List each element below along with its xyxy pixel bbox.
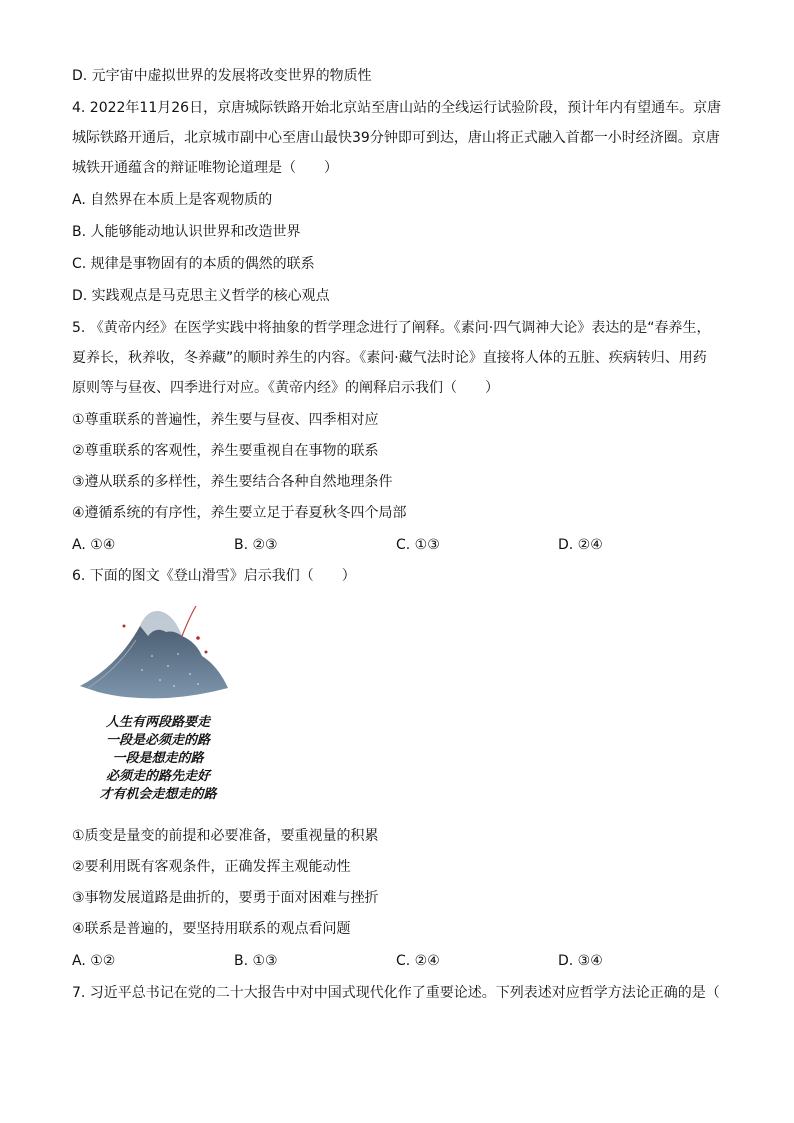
q5-stem-line-1: 5. 《黄帝内经》在医学实践中将抽象的哲学理念进行了阐释。《素问·四气调神大论》表达的是“春养生，: [72, 320, 711, 336]
q4-option-b: B. 人能够能动地认识世界和改造世界: [72, 224, 301, 240]
poem-line: 人生有两段路要走: [105, 715, 210, 730]
q4-stem-line-1: 4. 2022年11月26日，京唐城际铁路开始北京站至唐山站的全线运行试验阶段，预计年内有望通车。京唐: [72, 100, 722, 116]
poem-line: 必须走的路先走好: [105, 769, 210, 784]
q4-option-a: A. 自然界在本质上是客观物质的: [72, 192, 273, 208]
q6-option-c: C. ②④: [396, 953, 440, 969]
q5-statement-3: ③遵从联系的多样性，养生要结合各种自然地理条件: [72, 474, 393, 490]
ski-mountain-figure: [78, 596, 238, 811]
q3-option-d: D. 元宇宙中虚拟世界的发展将改变世界的物质性: [72, 68, 372, 84]
poem-line: 才有机会走想走的路: [99, 787, 217, 802]
q5-stem-line-3: 原则等与昼夜、四季进行对应。《黄帝内经》的阐释启示我们（ ）: [72, 380, 499, 396]
q5-option-c: C. ①③: [396, 537, 440, 553]
q6-statement-3: ③事物发展道路是曲折的，要勇于面对困难与挫折: [72, 890, 379, 906]
q5-statement-4: ④遵循系统的有序性，养生要立足于春夏秋冬四个局部: [72, 505, 407, 521]
q6-statement-4: ④联系是普遍的，要坚持用联系的观点看问题: [72, 921, 351, 937]
q5-option-d: D. ②④: [558, 537, 603, 553]
poem-text: [78, 714, 238, 804]
q5-option-b: B. ②③: [234, 537, 278, 553]
q4-option-d: D. 实践观点是马克思主义哲学的核心观点: [72, 288, 330, 304]
poem-line: 一段是想走的路: [112, 751, 204, 766]
q4-option-c: C. 规律是事物固有的本质的偶然的联系: [72, 256, 315, 272]
q5-stem-line-2: 夏养长，秋养收，冬养藏”的顺时养生的内容。《素问·藏气法时论》直接将人体的五脏、疾病转归、用药: [72, 350, 707, 366]
q6-option-d: D. ③④: [558, 953, 603, 969]
mountain-ink-illustration: [78, 596, 238, 714]
q5-option-a: A. ①④: [72, 537, 116, 553]
q6-option-b: B. ①③: [234, 953, 278, 969]
q7-stem: 7. 习近平总书记在党的二十大报告中对中国式现代化作了重要论述。下列表述对应哲学方法论正确的是（: [72, 985, 720, 1001]
q4-stem-line-3: 城铁开通蕴含的辩证唯物论道理是（ ）: [72, 160, 338, 176]
q6-option-a: A. ①②: [72, 953, 116, 969]
q6-stem: 6. 下面的图文《登山滑雪》启示我们（ ）: [72, 568, 356, 584]
poem-line: 一段是必须走的路: [105, 733, 210, 748]
q6-statement-2: ②要利用既有客观条件，正确发挥主观能动性: [72, 859, 351, 875]
q5-statement-2: ②尊重联系的客观性，养生要重视自在事物的联系: [72, 443, 379, 459]
q4-stem-line-2: 城际铁路开通后，北京城市副中心至唐山最快39分钟即可到达，唐山将正式融入首都一小时经济圈。京唐: [72, 130, 720, 146]
q6-statement-1: ①质变是量变的前提和必要准备，要重视量的积累: [72, 828, 379, 844]
q5-statement-1: ①尊重联系的普遍性，养生要与昼夜、四季相对应: [72, 412, 379, 428]
